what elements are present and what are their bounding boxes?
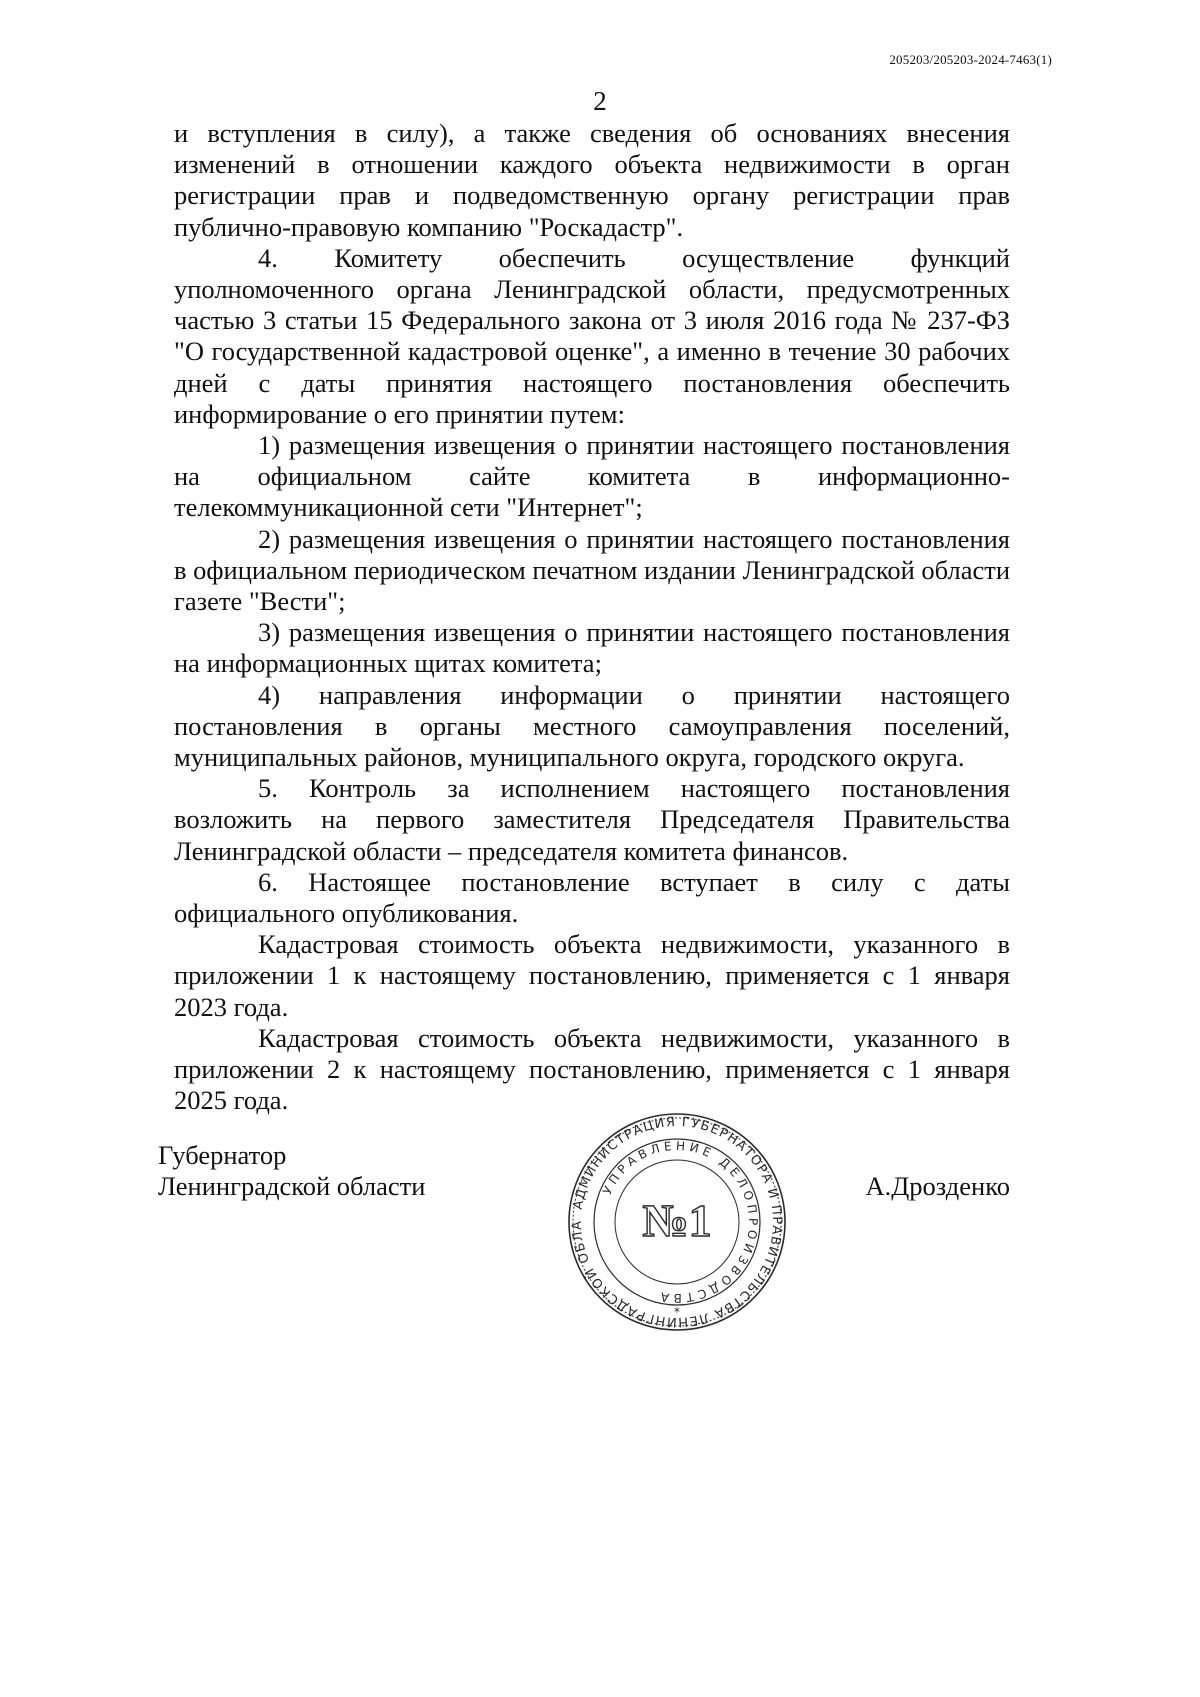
document-number: 205203/205203-2024-7463(1) xyxy=(889,52,1052,67)
signature-position-line2: Ленинградской области xyxy=(158,1171,426,1201)
paragraph-continuation: и вступления в силу), а также сведения об основаниях внесения изменений в отношении каждого объекта недвижимости в орган регистрации прав и подведомственную органу регистрации прав публично-правовую компанию "Роскадастр". xyxy=(174,118,1010,242)
paragraph-item-5: 5. Контроль за исполнением настоящего постановления возложить на первого заместителя Председателя Правительства Ленинградской области – председателя комитета финансов. xyxy=(174,773,1010,866)
seal-graphic xyxy=(565,1110,789,1334)
paragraph-cadastral-value-1: Кадастровая стоимость объекта недвижимости, указанного в приложении 1 к настоящему постановлению, применяется с 1 января 2023 года. xyxy=(174,929,1010,1022)
svg-text:УПРАВЛЕНИЕ ДЕЛОПРОИЗВОДСТВА: УПРАВЛЕНИЕ ДЕЛОПРОИЗВОДСТВА xyxy=(599,1138,761,1306)
paragraph-item-6: 6. Настоящее постановление вступает в силу с даты официального опубликования. xyxy=(174,866,1010,929)
signature-position xyxy=(158,1140,425,1202)
svg-text:№1: №1 xyxy=(642,1195,712,1246)
svg-text:*: * xyxy=(674,1305,680,1319)
svg-text:АДМИНИСТРАЦИЯ ГУБЕРНАТОРА И ПР: АДМИНИСТРАЦИЯ ГУБЕРНАТОРА И ПРАВИТЕЛЬСТВА ЛЕНИНГРАДСКОЙ ОБЛА xyxy=(569,1114,785,1330)
page-number: 2 xyxy=(593,86,607,116)
paragraph-subitem-2: 2) размещения извещения о принятии настоящего постановления в официальном периодическом печатном издании Ленинградской области газете "Вести"; xyxy=(174,523,1011,617)
document-body xyxy=(174,118,1010,1117)
paragraph-subitem-1: 1) размещения извещения о принятии настоящего постановления на официальном сайте комитета в информационно-телекоммуникационной сети "Интернет"; xyxy=(174,430,1010,523)
signature-position-line1: Губернатор xyxy=(158,1140,287,1170)
signer-name: А.Дрозденко xyxy=(865,1171,1010,1201)
paragraph-subitem-4: 4) направления информации о принятии настоящего постановления в органы местного самоуправления поселений, муниципальных районов, муниципального округа, городского округа. xyxy=(174,679,1010,773)
paragraph-cadastral-value-2: Кадастровая стоимость объекта недвижимости, указанного в приложении 2 к настоящему постановлению, применяется с 1 января 2025 года. xyxy=(174,1022,1010,1116)
paragraph-subitem-3: 3) размещения извещения о принятии настоящего постановления на информационных щитах комитета; xyxy=(174,617,1010,679)
official-seal xyxy=(565,1110,789,1334)
paragraph-item-4: 4. Комитету обеспечить осуществление функций уполномоченного органа Ленинградской области, предусмотренных частью 3 статьи 15 Федерального закона от 3 июля 2016 года № 237-ФЗ "О государственной кадастровой оценке", а именно в течение 30 рабочих дней с даты принятия настоящего постановления обеспечить информирование о его принятии путем: xyxy=(174,242,1010,429)
